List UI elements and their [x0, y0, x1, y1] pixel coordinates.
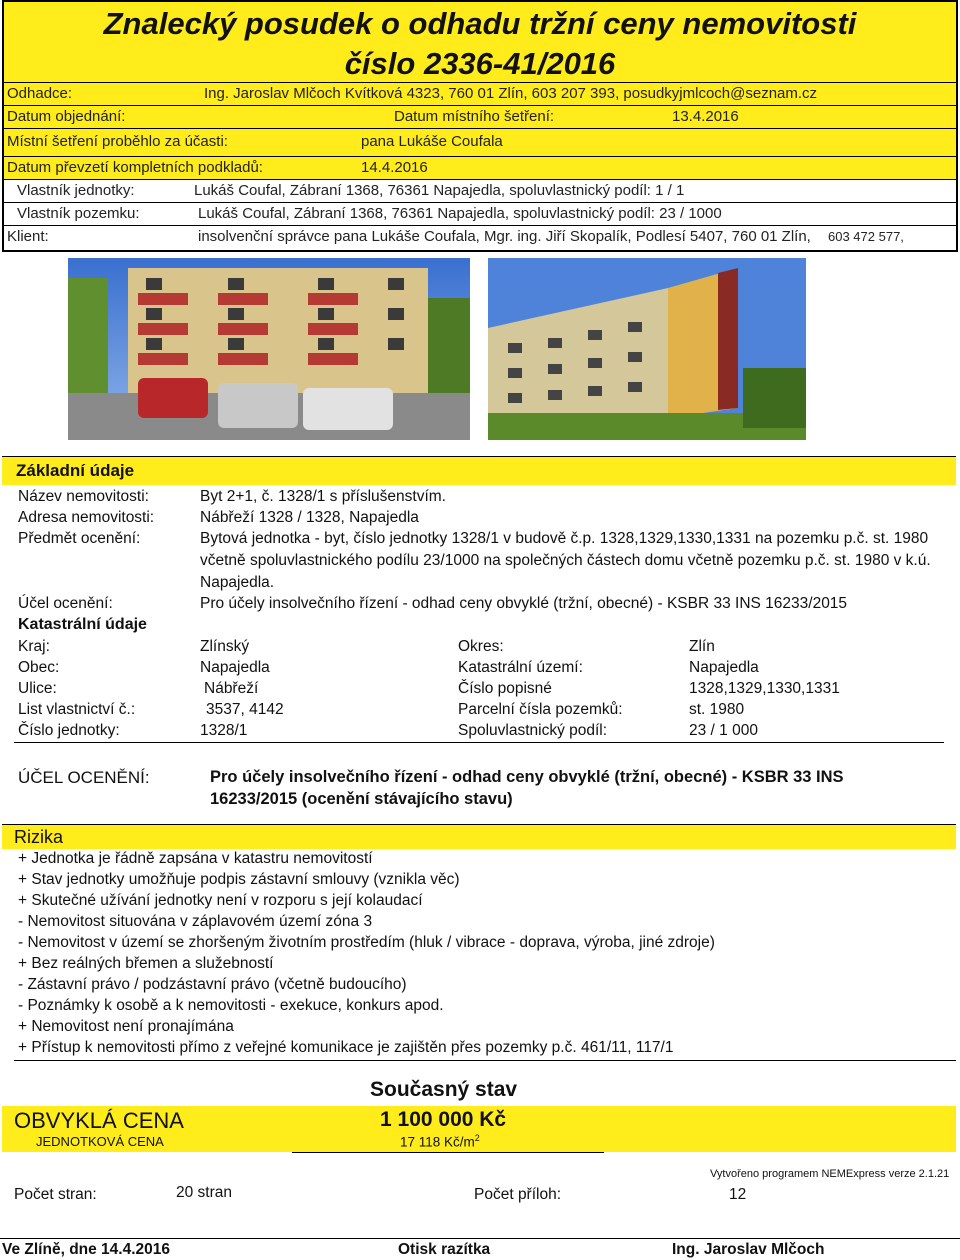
row-odhadce [4, 83, 956, 106]
misto-datum: Ve Zlíně, dne 14.4.2016 [2, 1241, 171, 1258]
row-prevzeti [4, 157, 956, 180]
rizika-divider [14, 1060, 956, 1061]
report-title: Znalecký posudek o odhadu tržní ceny nemovitosti [103, 6, 857, 41]
value-predmet-2: včetně spoluvlastnického podílu 23/1000 na společných částech domu včetně pozemku p.č. st. 1980 v k.ú. [200, 552, 931, 569]
value-lv: 3537, 4142 [206, 701, 284, 718]
value-adresa: Nábřeží 1328 / 1328, Napajedla [200, 509, 419, 526]
building-photo-right [488, 258, 806, 440]
label-vlastnik-pozemku: Vlastník pozemku: [17, 205, 140, 222]
value-predmet-1: Bytová jednotka - byt, číslo jednotky 1328/1 v budově č.p. 1328,1329,1330,1331 na pozemku p.č. st. 1980 [200, 530, 929, 547]
rizika-item: + Jednotka je řádně zapsána v katastru nemovitostí [18, 850, 373, 867]
value-pocet-stran: 20 stran [176, 1184, 233, 1201]
cena-underline [292, 1152, 604, 1153]
value-klient-phone: 603 472 577, [828, 229, 904, 244]
label-klient: Klient: [7, 228, 49, 245]
label-ulice: Ulice: [18, 680, 57, 697]
label-kraj: Kraj: [18, 638, 50, 655]
podpis-znalce: Ing. Jaroslav Mlčoch [672, 1241, 825, 1258]
building-photo-left [68, 258, 470, 440]
cena-band [2, 1106, 956, 1152]
row-setreni-ucast [4, 129, 956, 157]
value-cp: 1328,1329,1330,1331 [689, 680, 840, 697]
label-odhadce: Odhadce: [7, 85, 73, 102]
program-note: Vytvořeno programem NEMExpress verze 2.1.21 [710, 1168, 950, 1180]
value-datum-setreni: 13.4.2016 [672, 108, 739, 125]
rizika-item: - Nemovitost v území se zhoršeným životním prostředím (hluk / vibrace - doprava, výroba, jiné zdroje) [18, 934, 715, 951]
value-ulice: Nábřeží [204, 680, 259, 697]
label-obvykla-cena: OBVYKLÁ CENA [14, 1108, 184, 1133]
label-obec: Obec: [18, 659, 60, 676]
label-datum-setreni: Datum místního šetření: [394, 108, 555, 125]
value-ucel-oceneni-1: Pro účely insolvečního řízení - odhad ceny obvyklé (tržní, obecné) - KSBR 33 INS [210, 768, 844, 786]
value-pocet-priloh: 12 [729, 1186, 747, 1203]
label-setreni-ucast: Místní šetření proběhlo za účasti: [7, 133, 228, 150]
value-ku: Napajedla [689, 659, 759, 676]
value-obvykla-cena: 1 100 000 Kč [380, 1108, 507, 1131]
value-obec: Napajedla [200, 659, 270, 676]
section-header-zakladni [2, 456, 956, 485]
title-band [4, 2, 956, 83]
rizika-item: + Stav jednotky umožňuje podpis zástavní smlouvy (vznikla věc) [18, 871, 460, 888]
label-lv: List vlastnictví č.: [18, 701, 136, 718]
rizika-item: - Nemovitost situována v záplavovém území zóna 3 [18, 913, 373, 930]
label-okres: Okres: [458, 638, 504, 655]
value-okres: Zlín [689, 638, 715, 655]
label-ucel: Účel ocenění: [18, 595, 113, 612]
footer-divider [0, 1238, 960, 1239]
label-nazev: Název nemovitosti: [18, 488, 149, 505]
label-podil: Spoluvlastnický podíl: [458, 722, 608, 739]
label-predmet: Předmět ocenění: [18, 530, 141, 547]
value-kraj: Zlínský [200, 638, 250, 655]
row-klient [4, 226, 956, 248]
label-pocet-stran: Počet stran: [14, 1186, 97, 1203]
katastr-divider [14, 742, 944, 743]
label-datum-prevzeti: Datum převzetí kompletních podkladů: [7, 159, 263, 176]
value-odhadce: Ing. Jaroslav Mlčoch Kvítková 4323, 760 01 Zlín, 603 207 393, posudkyjmlcoch@seznam.cz [204, 85, 818, 102]
heading-zakladni: Základní údaje [16, 461, 135, 480]
rizika-item: + Bez reálných břemen a služebností [18, 955, 274, 972]
row-vlastnik-jednotky [4, 180, 956, 203]
rizika-item: + Skutečné užívání jednotky není v rozporu s její kolaudací [18, 892, 423, 909]
value-vlastnik-jednotky: Lukáš Coufal, Zábraní 1368, 76361 Napajedla, spoluvlastnický podíl: 1 / 1 [194, 182, 685, 199]
rizika-item: + Nemovitost není pronajímána [18, 1018, 234, 1035]
label-adresa: Adresa nemovitosti: [18, 509, 155, 526]
value-datum-prevzeti: 14.4.2016 [361, 159, 428, 176]
value-vlastnik-pozemku: Lukáš Coufal, Zábraní 1368, 76361 Napajedla, spoluvlastnický podíl: 23 / 1000 [198, 205, 722, 222]
label-jednotkova-cena: JEDNOTKOVÁ CENA [36, 1134, 164, 1149]
otisk-razitka: Otisk razítka [398, 1241, 491, 1258]
stav-heading: Současný stav [370, 1078, 518, 1101]
value-podil: 23 / 1 000 [689, 722, 758, 739]
label-vlastnik-jednotky: Vlastník jednotky: [17, 182, 135, 199]
jednotkova-cena-sup: 2 [474, 1133, 480, 1143]
rizika-item: - Poznámky k osobě a k nemovitosti - exekuce, konkurs apod. [18, 997, 444, 1014]
report-number: číslo 2336-41/2016 [344, 46, 616, 81]
heading-rizika: Rizika [14, 827, 64, 847]
rizika-item: - Zástavní právo / podzástavní právo (včetně budoucího) [18, 976, 407, 993]
value-setreni-ucast: pana Lukáše Coufala [361, 133, 503, 150]
value-klient: insolvenční správce pana Lukáše Coufala, Mgr. ing. Jiří Skopalík, Podlesí 5407, 760 01 Zlín, [198, 228, 811, 245]
jednotkova-cena-number: 17 118 Kč/m [400, 1134, 475, 1150]
rizika-item: + Přístup k nemovitosti přímo z veřejné komunikace je zajištěn přes pozemky p.č. 461/11, 117/1 [18, 1039, 674, 1056]
value-cj: 1328/1 [200, 722, 248, 739]
value-nazev: Byt 2+1, č. 1328/1 s příslušenstvím. [200, 488, 446, 505]
value-predmet-3: Napajedla. [200, 574, 275, 591]
section-header-rizika [2, 824, 956, 849]
label-ku: Katastrální území: [458, 659, 583, 676]
label-ucel-oceneni: ÚČEL OCENĚNÍ: [18, 768, 150, 787]
header-block [2, 0, 958, 252]
value-ucel-oceneni-2: 16233/2015 (ocenění stávajícího stavu) [210, 790, 513, 808]
label-cj: Číslo jednotky: [18, 722, 120, 739]
value-jednotkova-cena [400, 1133, 480, 1150]
row-datum [4, 106, 956, 129]
row-vlastnik-pozemku [4, 203, 956, 226]
heading-katastr: Katastrální údaje [18, 616, 147, 633]
label-cp: Číslo popisné [458, 680, 552, 697]
label-parc: Parcelní čísla pozemků: [458, 701, 623, 718]
value-parc: st. 1980 [689, 701, 745, 718]
label-pocet-priloh: Počet příloh: [474, 1186, 562, 1203]
label-datum-objednani: Datum objednání: [7, 108, 126, 125]
value-ucel: Pro účely insolvečního řízení - odhad ceny obvyklé (tržní, obecné) - KSBR 33 INS 16233/2015 [200, 595, 848, 612]
